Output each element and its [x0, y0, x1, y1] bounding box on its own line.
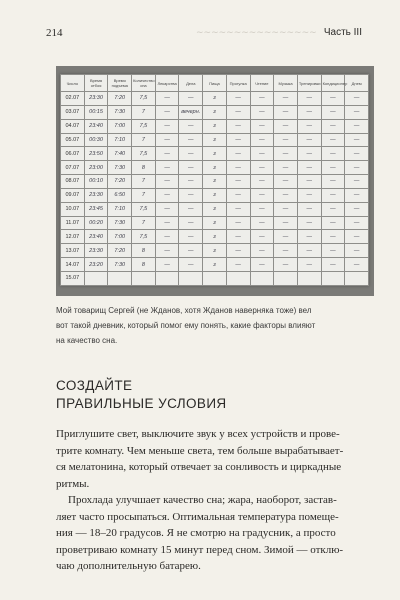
table-cell: 10.07	[61, 202, 85, 216]
table-cell: 00:15	[84, 105, 108, 119]
table-cell: —	[297, 175, 321, 189]
table-cell: —	[155, 244, 179, 258]
table-cell: —	[226, 161, 250, 175]
table-cell	[155, 271, 179, 285]
table-cell: —	[345, 133, 369, 147]
table-cell: 7	[132, 188, 156, 202]
table-cell: з	[203, 119, 227, 133]
table-cell: —	[179, 161, 203, 175]
table-cell: 7:00	[108, 230, 132, 244]
table-cell: —	[274, 216, 298, 230]
table-row	[61, 216, 369, 230]
table-cell	[84, 271, 108, 285]
table-cell: 7,5	[132, 92, 156, 106]
table-cell: 00:30	[84, 133, 108, 147]
body-line: проветриваю комнату 15 минут перед сном. Зимой — отклю-	[56, 543, 344, 556]
table-cell: —	[155, 202, 179, 216]
body-line: чаю дополнительную батарею.	[56, 560, 201, 572]
table-cell: —	[345, 216, 369, 230]
table-row	[61, 244, 369, 258]
column-header: Прогулка	[226, 75, 250, 92]
table-cell: 02.07	[61, 92, 85, 106]
table-cell: —	[297, 161, 321, 175]
table-cell: —	[321, 147, 345, 161]
table-cell	[132, 271, 156, 285]
table-cell: —	[297, 230, 321, 244]
table-cell: 07.07	[61, 161, 85, 175]
table-cell: —	[345, 92, 369, 106]
table-cell: —	[321, 161, 345, 175]
table-row	[61, 147, 369, 161]
table-row	[61, 230, 369, 244]
table-cell: —	[155, 230, 179, 244]
table-cell: —	[274, 188, 298, 202]
table-cell: —	[345, 188, 369, 202]
heading-line: ПРАВИЛЬНЫЕ УСЛОВИЯ	[56, 396, 227, 411]
table-cell: —	[250, 188, 274, 202]
table-row	[61, 133, 369, 147]
table-cell: —	[345, 202, 369, 216]
table-cell: з	[203, 147, 227, 161]
table-cell	[226, 271, 250, 285]
table-row	[61, 161, 369, 175]
table-cell: —	[226, 133, 250, 147]
table-cell: 23:00	[84, 161, 108, 175]
table-cell: —	[321, 230, 345, 244]
table-cell: —	[345, 147, 369, 161]
table-cell: —	[297, 202, 321, 216]
table-cell	[108, 271, 132, 285]
table-cell: —	[297, 258, 321, 272]
table-cell: —	[226, 244, 250, 258]
table-cell: 23:30	[84, 244, 108, 258]
table-row	[61, 188, 369, 202]
table-cell: 23:30	[84, 92, 108, 106]
table-cell: 00:10	[84, 175, 108, 189]
table-cell: 7	[132, 216, 156, 230]
table-cell: 8	[132, 258, 156, 272]
table-cell: —	[250, 105, 274, 119]
table-cell: —	[179, 119, 203, 133]
table-cell: —	[179, 258, 203, 272]
table-row	[61, 105, 369, 119]
table-cell: —	[155, 175, 179, 189]
table-cell: 11.07	[61, 216, 85, 230]
table-cell: 7,5	[132, 119, 156, 133]
body-line: трите комнату. Чем меньше света, тем больше вырабатывает-	[56, 444, 344, 457]
table-cell: —	[345, 105, 369, 119]
caption-line: Мой товарищ Сергей (не Жданов, хотя Жданов наверняка тоже) вел	[56, 306, 312, 315]
table-cell: 7	[132, 133, 156, 147]
page-number: 214	[46, 27, 63, 39]
table-cell: 15.07	[61, 271, 85, 285]
table-cell: 7:20	[108, 244, 132, 258]
table-cell: з	[203, 133, 227, 147]
table-cell: —	[250, 147, 274, 161]
table-cell: —	[155, 119, 179, 133]
body-line: ся мелатонина, который отвечает за сонливость и циркадные	[56, 461, 342, 473]
table-cell: —	[155, 105, 179, 119]
table-cell: —	[297, 133, 321, 147]
column-header: Число	[61, 75, 85, 92]
table-cell: з	[203, 216, 227, 230]
table-cell: —	[226, 147, 250, 161]
table-cell: 03.07	[61, 105, 85, 119]
table-cell: з	[203, 161, 227, 175]
table-row	[61, 92, 369, 106]
table-cell: —	[321, 92, 345, 106]
column-header: Пища	[203, 75, 227, 92]
table-cell: —	[179, 133, 203, 147]
table-cell: 7:10	[108, 133, 132, 147]
table-cell: з	[203, 202, 227, 216]
table-cell: —	[274, 244, 298, 258]
diary-sheet	[60, 74, 369, 286]
table-cell: —	[345, 175, 369, 189]
table-cell: —	[345, 258, 369, 272]
table-cell: —	[274, 230, 298, 244]
table-cell: —	[274, 202, 298, 216]
body-line: Прохлада улучшает качество сна; жара, наоборот, застав-	[68, 494, 337, 506]
column-header: Время подъема	[108, 75, 132, 92]
column-header: Музыка	[274, 75, 298, 92]
table-cell: —	[155, 92, 179, 106]
table-cell: 00:20	[84, 216, 108, 230]
table-cell: —	[274, 258, 298, 272]
table-cell: —	[297, 105, 321, 119]
table-cell: 23:40	[84, 119, 108, 133]
table-cell: 7,5	[132, 147, 156, 161]
table-cell: 23:45	[84, 202, 108, 216]
table-cell: —	[321, 105, 345, 119]
table-cell: з	[203, 244, 227, 258]
table-cell: 23:20	[84, 258, 108, 272]
table-cell: вечерн.	[179, 105, 203, 119]
table-cell: 14.07	[61, 258, 85, 272]
table-row	[61, 119, 369, 133]
table-cell: з	[203, 258, 227, 272]
table-cell: —	[321, 216, 345, 230]
show-through-text: ∼∼∼∼∼∼∼∼∼∼∼∼∼∼∼∼	[196, 27, 317, 37]
column-header: Кондиционер	[321, 75, 345, 92]
table-cell: —	[179, 147, 203, 161]
column-header: Количество сна	[132, 75, 156, 92]
table-cell: 13.07	[61, 244, 85, 258]
table-cell: —	[250, 244, 274, 258]
table-cell: —	[226, 119, 250, 133]
table-cell: —	[297, 244, 321, 258]
column-header: Дела	[179, 75, 203, 92]
table-cell: —	[321, 258, 345, 272]
body-line: ния — 18–20 градусов. Я не смотрю на градусник, а просто	[56, 527, 336, 539]
table-cell: 23:30	[84, 188, 108, 202]
table-cell: —	[226, 258, 250, 272]
part-label: Часть III	[323, 27, 362, 38]
table-cell: —	[155, 147, 179, 161]
table-cell: —	[274, 105, 298, 119]
table-cell: —	[179, 216, 203, 230]
table-cell: —	[250, 133, 274, 147]
table-cell: 23:40	[84, 230, 108, 244]
page-header	[46, 27, 362, 41]
table-cell: —	[179, 175, 203, 189]
table-cell: —	[274, 92, 298, 106]
table-cell: —	[226, 92, 250, 106]
body-line: Приглушите свет, выключите звук у всех устройств и прове-	[56, 428, 340, 440]
table-cell: —	[250, 216, 274, 230]
table-cell: —	[226, 230, 250, 244]
table-cell	[179, 271, 203, 285]
table-cell: —	[226, 105, 250, 119]
table-cell: —	[297, 216, 321, 230]
table-cell: —	[274, 161, 298, 175]
body-line: ляет часто просыпаться. Оптимальная температура помеще-	[56, 510, 339, 523]
table-cell: з	[203, 230, 227, 244]
table-row	[61, 271, 369, 285]
table-cell: 7:40	[108, 147, 132, 161]
table-cell: 7:30	[108, 216, 132, 230]
table-cell: —	[250, 230, 274, 244]
table-cell: 09.07	[61, 188, 85, 202]
table-cell: —	[179, 244, 203, 258]
table-cell: —	[250, 258, 274, 272]
table-cell: 7:30	[108, 105, 132, 119]
table-cell: —	[250, 202, 274, 216]
table-cell	[345, 271, 369, 285]
table-cell: 7	[132, 175, 156, 189]
table-cell: з	[203, 175, 227, 189]
table-cell: —	[321, 188, 345, 202]
table-cell: —	[345, 119, 369, 133]
table-cell: 7	[132, 105, 156, 119]
table-cell: 7:30	[108, 258, 132, 272]
table-cell: —	[155, 216, 179, 230]
body-text	[56, 426, 381, 575]
column-header: Днем	[345, 75, 369, 92]
table-cell: —	[179, 188, 203, 202]
table-cell: —	[274, 147, 298, 161]
table-cell: з	[203, 92, 227, 106]
table-cell: —	[321, 175, 345, 189]
table-cell: 6:50	[108, 188, 132, 202]
table-cell: —	[345, 244, 369, 258]
table-cell: 8	[132, 161, 156, 175]
table-cell: —	[179, 92, 203, 106]
table-cell: —	[250, 161, 274, 175]
table-cell: 8	[132, 244, 156, 258]
table-cell: 08.07	[61, 175, 85, 189]
column-header: Тренировки	[297, 75, 321, 92]
table-cell: —	[297, 92, 321, 106]
table-cell: —	[226, 175, 250, 189]
table-cell: —	[274, 133, 298, 147]
photo-caption	[56, 303, 378, 348]
diary-photo	[56, 66, 374, 296]
table-cell: —	[226, 202, 250, 216]
table-cell: —	[155, 258, 179, 272]
table-cell: 7:00	[108, 119, 132, 133]
table-cell: —	[250, 119, 274, 133]
table-cell	[297, 271, 321, 285]
caption-line: вот такой дневник, который помог ему понять, какие факторы влияют	[56, 321, 316, 330]
table-cell: 7:10	[108, 202, 132, 216]
table-cell: 05.07	[61, 133, 85, 147]
body-line: ритмы.	[56, 477, 90, 490]
table-cell: 7,5	[132, 230, 156, 244]
table-cell: —	[155, 188, 179, 202]
sleep-diary-table	[60, 74, 369, 286]
table-cell: —	[226, 216, 250, 230]
table-cell: —	[226, 188, 250, 202]
table-cell: —	[345, 230, 369, 244]
table-cell: —	[321, 133, 345, 147]
table-header-row	[61, 75, 369, 92]
table-cell: —	[297, 119, 321, 133]
table-cell	[203, 271, 227, 285]
table-cell: —	[155, 133, 179, 147]
table-cell: —	[179, 202, 203, 216]
table-cell: —	[250, 175, 274, 189]
heading-line: СОЗДАЙТЕ	[56, 378, 133, 393]
table-cell	[274, 271, 298, 285]
table-row	[61, 175, 369, 189]
table-cell: —	[297, 147, 321, 161]
table-cell: —	[345, 161, 369, 175]
section-heading	[56, 377, 227, 413]
caption-line: на качество сна.	[56, 336, 118, 345]
table-cell	[321, 271, 345, 285]
table-cell: —	[274, 175, 298, 189]
table-cell: 06.07	[61, 147, 85, 161]
table-cell: 12.07	[61, 230, 85, 244]
table-cell: 23:50	[84, 147, 108, 161]
table-cell: —	[297, 188, 321, 202]
table-cell: 04.07	[61, 119, 85, 133]
table-cell: —	[321, 119, 345, 133]
table-cell: 7:30	[108, 161, 132, 175]
column-header: Время отбоя	[84, 75, 108, 92]
table-cell: —	[250, 92, 274, 106]
table-cell: —	[155, 161, 179, 175]
table-cell: 7:20	[108, 92, 132, 106]
table-cell: —	[321, 244, 345, 258]
table-cell: 7,5	[132, 202, 156, 216]
table-row	[61, 202, 369, 216]
table-cell: —	[274, 119, 298, 133]
table-cell: —	[179, 230, 203, 244]
table-cell: —	[321, 202, 345, 216]
table-cell: з	[203, 105, 227, 119]
column-header: Лекарства	[155, 75, 179, 92]
table-cell: 7:20	[108, 175, 132, 189]
column-header: Чтение	[250, 75, 274, 92]
table-cell	[250, 271, 274, 285]
table-row	[61, 258, 369, 272]
table-cell: з	[203, 188, 227, 202]
